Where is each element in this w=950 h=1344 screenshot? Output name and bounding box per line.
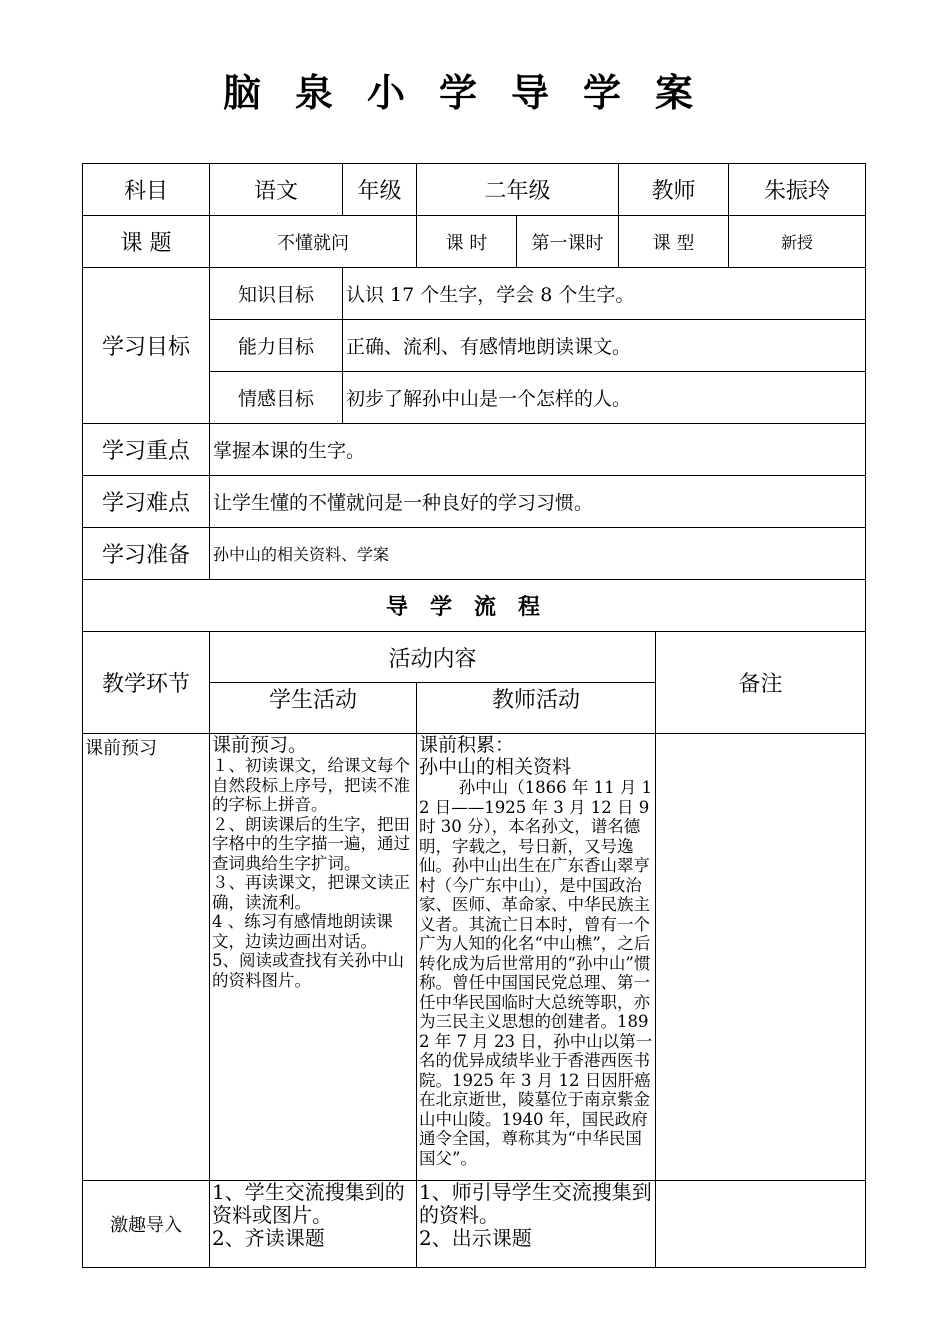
key-points-value: 掌握本课的生字。 <box>210 424 866 476</box>
goal-emotion-value: 初步了解孙中山是一个怎样的人。 <box>343 372 866 424</box>
topic-label: 课 题 <box>83 216 210 268</box>
student-intro-line-1: 1、学生交流搜集到的资料或图片。 <box>212 1180 405 1227</box>
teacher-value: 朱振玲 <box>729 164 866 216</box>
period-value: 第一课时 <box>517 216 619 268</box>
student-intro-line-2: 2、齐读课题 <box>212 1226 325 1250</box>
teacher-preview-title: 课前积累： <box>419 734 515 756</box>
col-notes-header: 备注 <box>656 632 866 734</box>
page-title: 脑泉小学导学案 <box>222 71 727 115</box>
notes-intro <box>656 1181 866 1268</box>
teacher-intro-line-1: 1、师引导学生交流搜集到的资料。 <box>419 1180 652 1227</box>
goals-label: 学习目标 <box>83 268 210 424</box>
student-preview-line-4: 4 、练习有感情地朗读课文，边读边画出对话。 <box>212 912 393 951</box>
student-activity-intro <box>210 1181 417 1268</box>
teacher-preview-body: 孙中山（1866 年 11 月 12 日——1925 年 3 月 12 日 9 时 30 分），本名孙文，谱名德明，字载之，号日新，又号逸仙。孙中山出生在广东香山翠亨村（今广东中山），是中国政治家、医师、革命家、中华民族主义者。其流亡日本时，曾有一个广为人知的化名“中山樵”，之后转化成为后世常用的“孙中山”惯称。曾任中国国民党总理、第一任中华民国临时大总统等职，亦为三民主义思想的创建者。1892 年 7 月 23 日，孙中山以第一名的优异成绩毕业于香港西医书院。1925 年 3 月 12 日因肝癌在北京逝世，陵墓位于南京紫金山中山陵。1940 年，国民政府通令全国，尊称其为“中华民国国父”。 <box>419 778 653 1168</box>
col-student-header: 学生活动 <box>210 683 417 734</box>
type-label: 课 型 <box>619 216 729 268</box>
goal-knowledge-label: 知识目标 <box>210 268 343 320</box>
teacher-preview-subtitle: 孙中山的相关资料 <box>419 756 572 778</box>
difficulties-value: 让学生懂的不懂就问是一种良好的学习习惯。 <box>210 476 866 528</box>
teacher-label: 教师 <box>619 164 729 216</box>
notes-preview <box>656 734 866 1181</box>
stage-preview: 课前预习 <box>83 734 210 1181</box>
grade-label: 年级 <box>343 164 417 216</box>
teacher-activity-preview <box>417 734 656 1181</box>
key-points-label: 学习重点 <box>83 424 210 476</box>
subject-label: 科目 <box>83 164 210 216</box>
student-preview-line-1: １、初读课文，给课文每个自然段标上序号，把读不准的字标上拼音。 <box>212 756 410 814</box>
goal-ability-label: 能力目标 <box>210 320 343 372</box>
stage-intro: 激趣导入 <box>83 1181 210 1268</box>
student-preview-title: 课前预习。 <box>212 734 308 756</box>
preparation-value: 孙中山的相关资料、学案 <box>210 528 866 580</box>
col-teacher-header: 教师活动 <box>417 683 656 734</box>
student-activity-preview <box>210 734 417 1181</box>
col-stage-header: 教学环节 <box>83 632 210 734</box>
goal-ability-value: 正确、流利、有感情地朗读课文。 <box>343 320 866 372</box>
student-preview-line-3: ３、再读课文，把课文读正确，读流利。 <box>212 873 410 912</box>
student-preview-line-2: ２、朗读课后的生字，把田字格中的生字描一遍，通过查词典给生字扩词。 <box>212 814 410 873</box>
period-label: 课 时 <box>417 216 517 268</box>
goal-knowledge-value: 认识 17 个生字，学会 8 个生字。 <box>343 268 866 320</box>
flow-heading: 导学流程 <box>83 580 866 632</box>
difficulties-label: 学习难点 <box>83 476 210 528</box>
preparation-label: 学习准备 <box>83 528 210 580</box>
lesson-plan-table <box>82 163 866 1268</box>
subject-value: 语文 <box>210 164 343 216</box>
student-preview-line-5: 5、阅读或查找有关孙中山的资料图片。 <box>212 951 404 990</box>
grade-value: 二年级 <box>417 164 619 216</box>
topic-value: 不懂就问 <box>210 216 417 268</box>
type-value: 新授 <box>729 216 866 268</box>
col-activity-header: 活动内容 <box>210 632 656 683</box>
teacher-activity-intro <box>417 1181 656 1268</box>
teacher-intro-line-2: 2、出示课题 <box>419 1226 532 1250</box>
goal-emotion-label: 情感目标 <box>210 372 343 424</box>
